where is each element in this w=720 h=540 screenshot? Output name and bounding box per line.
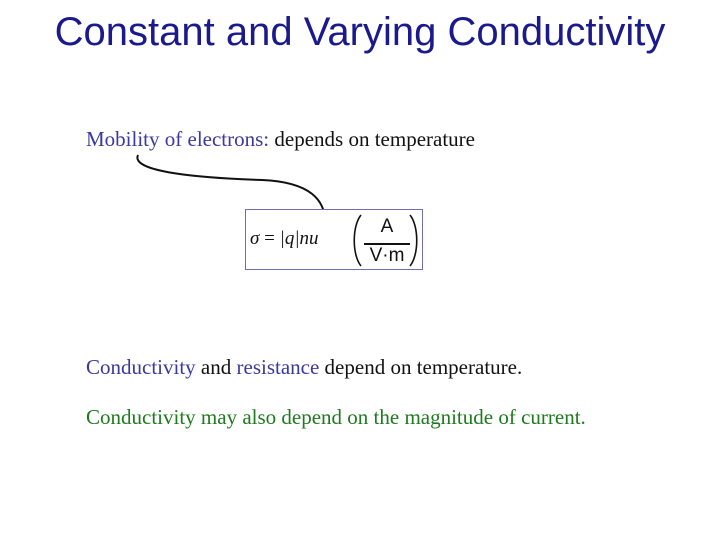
equation-lhs (250, 228, 319, 250)
equals-sign: = (259, 228, 280, 249)
temperature-rest: depend on temperature. (319, 355, 523, 379)
conductivity-equation (245, 209, 423, 270)
resistance-term: resistance (236, 355, 320, 379)
conductivity-term: Conductivity (86, 355, 196, 379)
sigma-symbol: σ (250, 228, 260, 249)
current-line: Conductivity may also depend on the magnitude of current. (86, 405, 586, 429)
unit-denominator: V·m (369, 245, 405, 266)
slide-title: Constant and Varying Conductivity (54, 10, 666, 54)
mobility-term: Mobility of electrons: (86, 127, 270, 151)
nu-term: nu (299, 228, 319, 249)
mobility-rest: depends on temperature (269, 127, 475, 151)
charge-magnitude: |q| (279, 228, 300, 249)
temperature-line (86, 355, 522, 380)
unit-numerator: A (380, 216, 394, 237)
mobility-line (86, 127, 475, 152)
and-text: and (195, 355, 237, 379)
right-paren (404, 210, 424, 271)
